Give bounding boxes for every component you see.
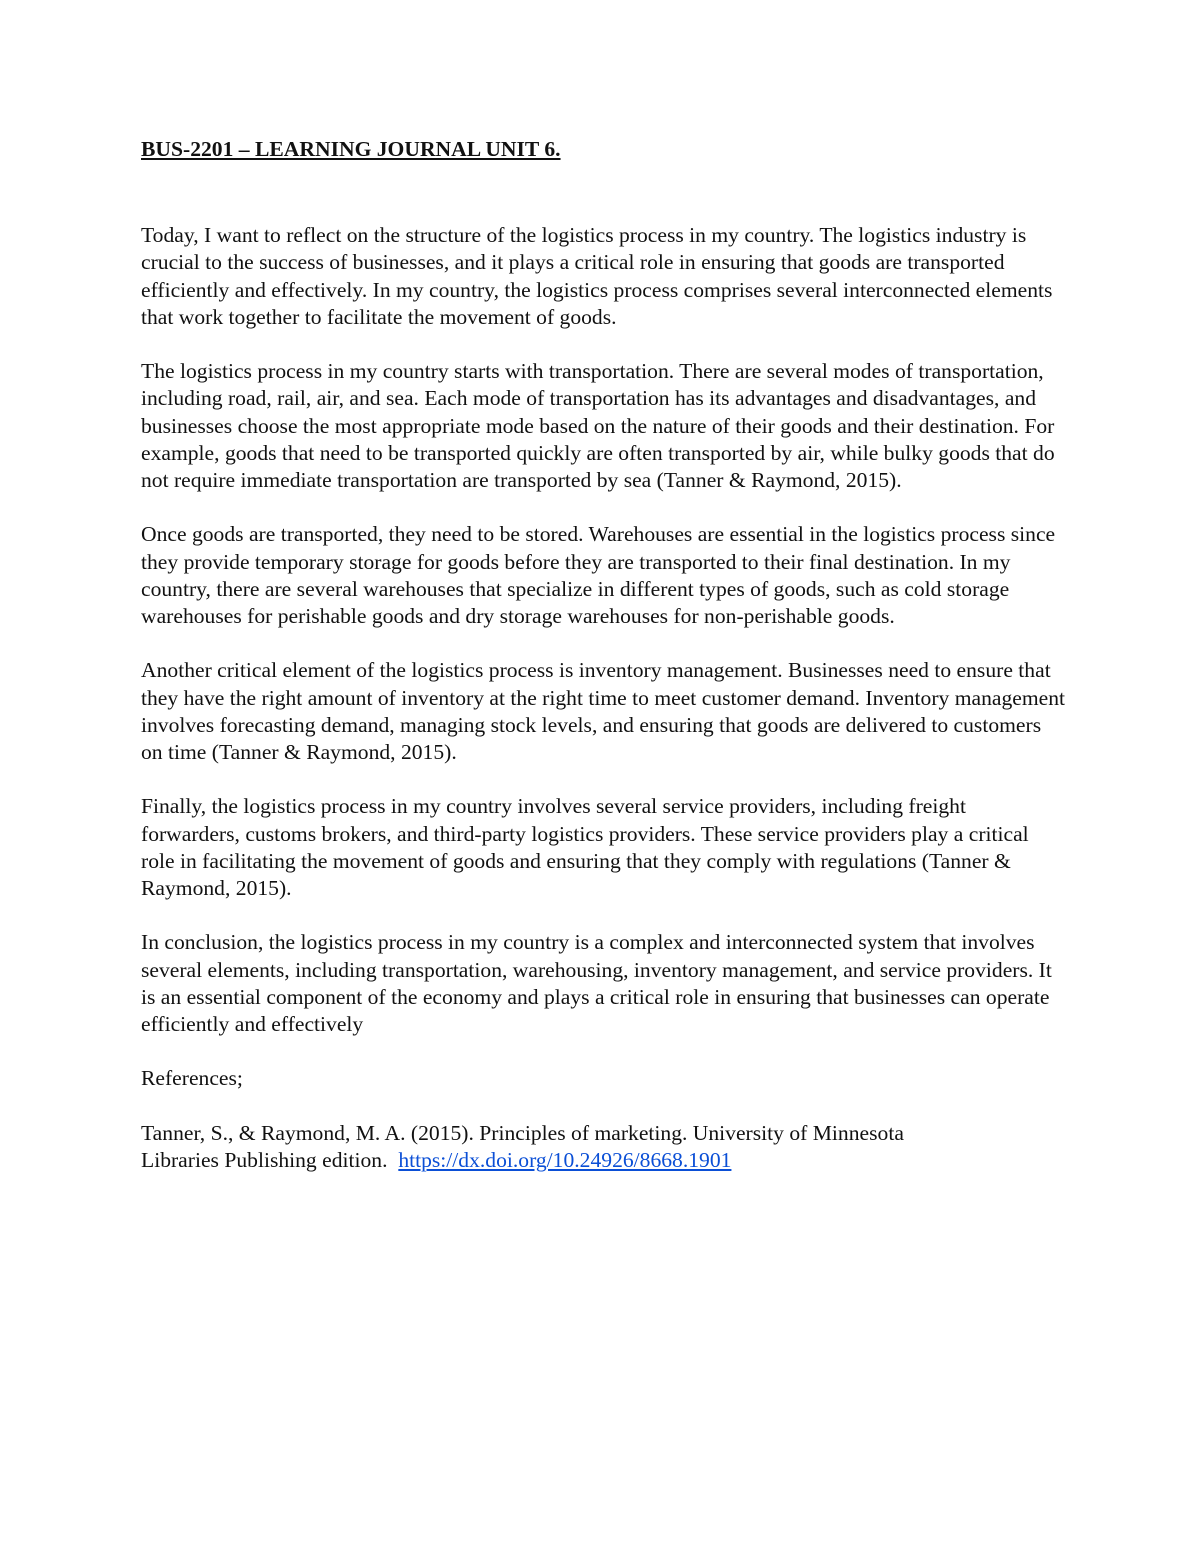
journal-title: BUS-2201 – LEARNING JOURNAL UNIT 6. <box>141 137 561 161</box>
references-heading: References; <box>141 1066 243 1091</box>
paragraph-transportation: The logistics process in my country starts with transportation. There are several modes of transportation, including road, rail, air, and sea. Each mode of transportation has its advantages and disadvantages, and businesses choose the most appropriate mode based on the nature of their goods and their destination. For example, goods that need to be transported quickly are often transported by air, while bulky goods that do not require immediate transportation are transported by sea (Tanner & Raymond, 2015). <box>141 359 1055 493</box>
reference-text-line2: Libraries Publishing edition. <box>141 1148 388 1172</box>
paragraph-inventory: Another critical element of the logistics process is inventory management. Businesses need to ensure that they have the right amount of inventory at the right time to meet customer demand. Inventory management involves forecasting demand, managing stock levels, and ensuring that goods are delivered to customers on time (Tanner & Raymond, 2015). <box>141 658 1066 765</box>
paragraph-service-providers: Finally, the logistics process in my country involves several service providers, including freight forwarders, customs brokers, and third-party logistics providers. These service providers play a critical role in facilitating the movement of goods and ensuring that they comply with regulations (Tanner & Raymond, 2015). <box>141 794 1029 901</box>
reference-entry <box>141 1120 1066 1174</box>
paragraph-introduction: Today, I want to reflect on the structure of the logistics process in my country. The logistics industry is crucial to the success of businesses, and it plays a critical role in ensuring that goods are transported efficiently and effectively. In my country, the logistics process comprises several interconnected elements that work together to facilitate the movement of goods. <box>141 223 1053 329</box>
paragraph-warehousing: Once goods are transported, they need to be stored. Warehouses are essential in the logistics process since they provide temporary storage for goods before they are transported to their final destination. In my country, there are several warehouses that specialize in different types of goods, such as cold storage warehouses for perishable goods and dry storage warehouses for non-perishable goods. <box>141 522 1056 629</box>
document-page <box>141 136 1066 1174</box>
doi-link[interactable]: https://dx.doi.org/10.24926/8668.1901 <box>398 1148 732 1172</box>
reference-text-line1: Tanner, S., & Raymond, M. A. (2015). Principles of marketing. University of Minnesota <box>141 1120 904 1145</box>
paragraph-conclusion: In conclusion, the logistics process in my country is a complex and interconnected system that involves several elements, including transportation, warehousing, inventory management, and service providers. It is an essential component of the economy and plays a critical role in ensuring that businesses can operate efficiently and effectively <box>141 930 1052 1037</box>
